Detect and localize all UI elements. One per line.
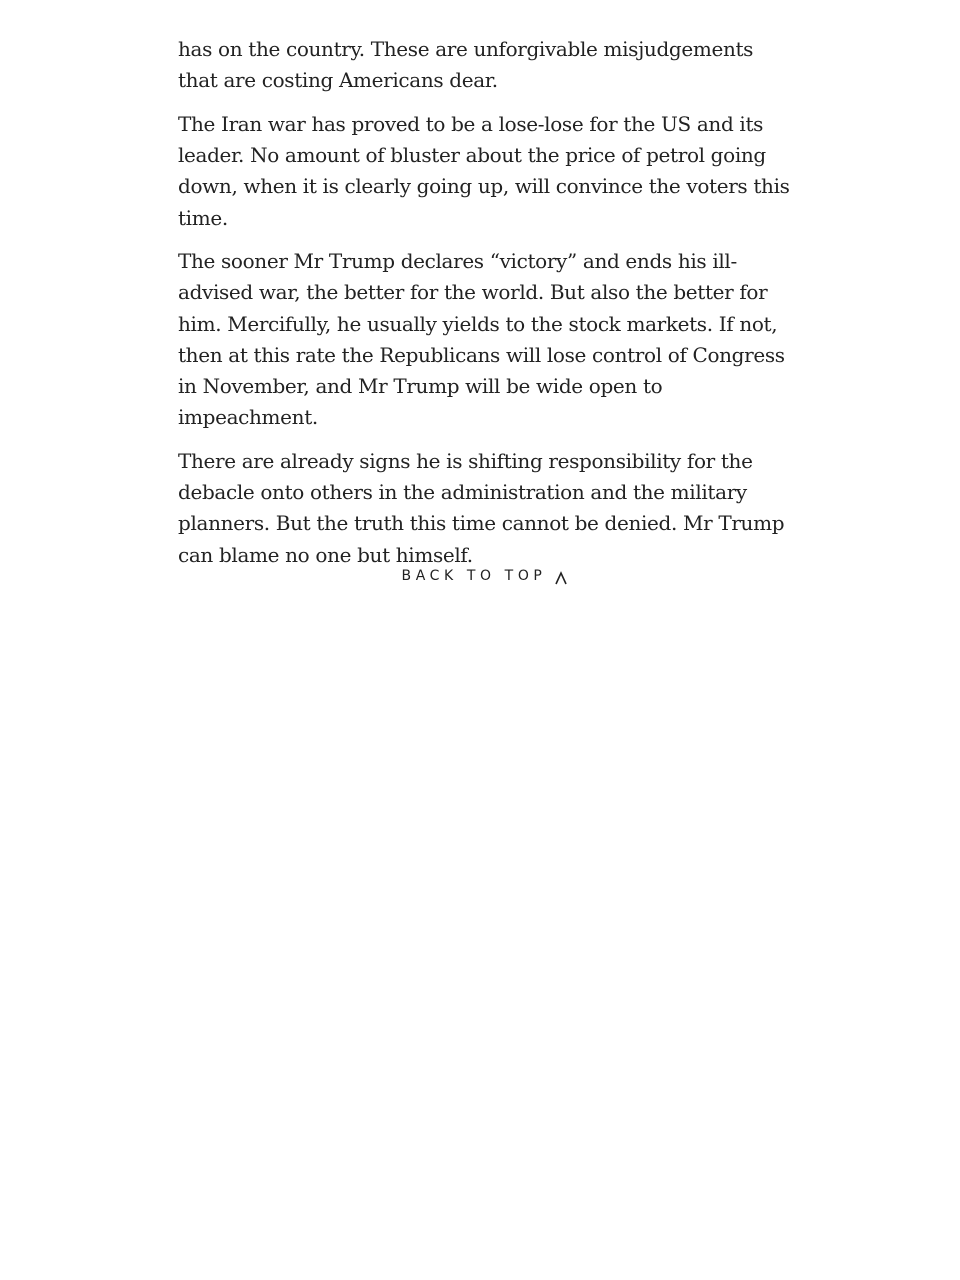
- article-paragraph: The Iran war has proved to be a lose-lose for the US and its leader. No amount of bluster about the price of petrol going down, when it is clearly going up, will convince the voters this time.: [178, 111, 790, 230]
- back-to-top-content[interactable]: [402, 567, 569, 585]
- article-paragraph: has on the country. These are unforgivable misjudgements that are costing Americans dear.: [178, 37, 754, 93]
- back-to-top-link[interactable]: [0, 567, 960, 585]
- article-body: [178, 34, 790, 583]
- article-paragraph: The sooner Mr Trump declares “victory” and ends his ill-advised war, the better for the world. But also the better for him. Mercifully, he usually yields to the stock markets. If not, then at this rate the Republicans will lose control of Congress in November, and Mr Trump will be wide open to impeachment.: [178, 249, 785, 430]
- article-paragraph: There are already signs he is shifting responsibility for the debacle onto others in the administration and the military planners. But the truth this time cannot be denied. Mr Trump can blame no one but himself.: [178, 448, 785, 567]
- back-to-top-label: BACK TO TOP: [401, 568, 547, 584]
- caret-up-icon: [554, 571, 568, 585]
